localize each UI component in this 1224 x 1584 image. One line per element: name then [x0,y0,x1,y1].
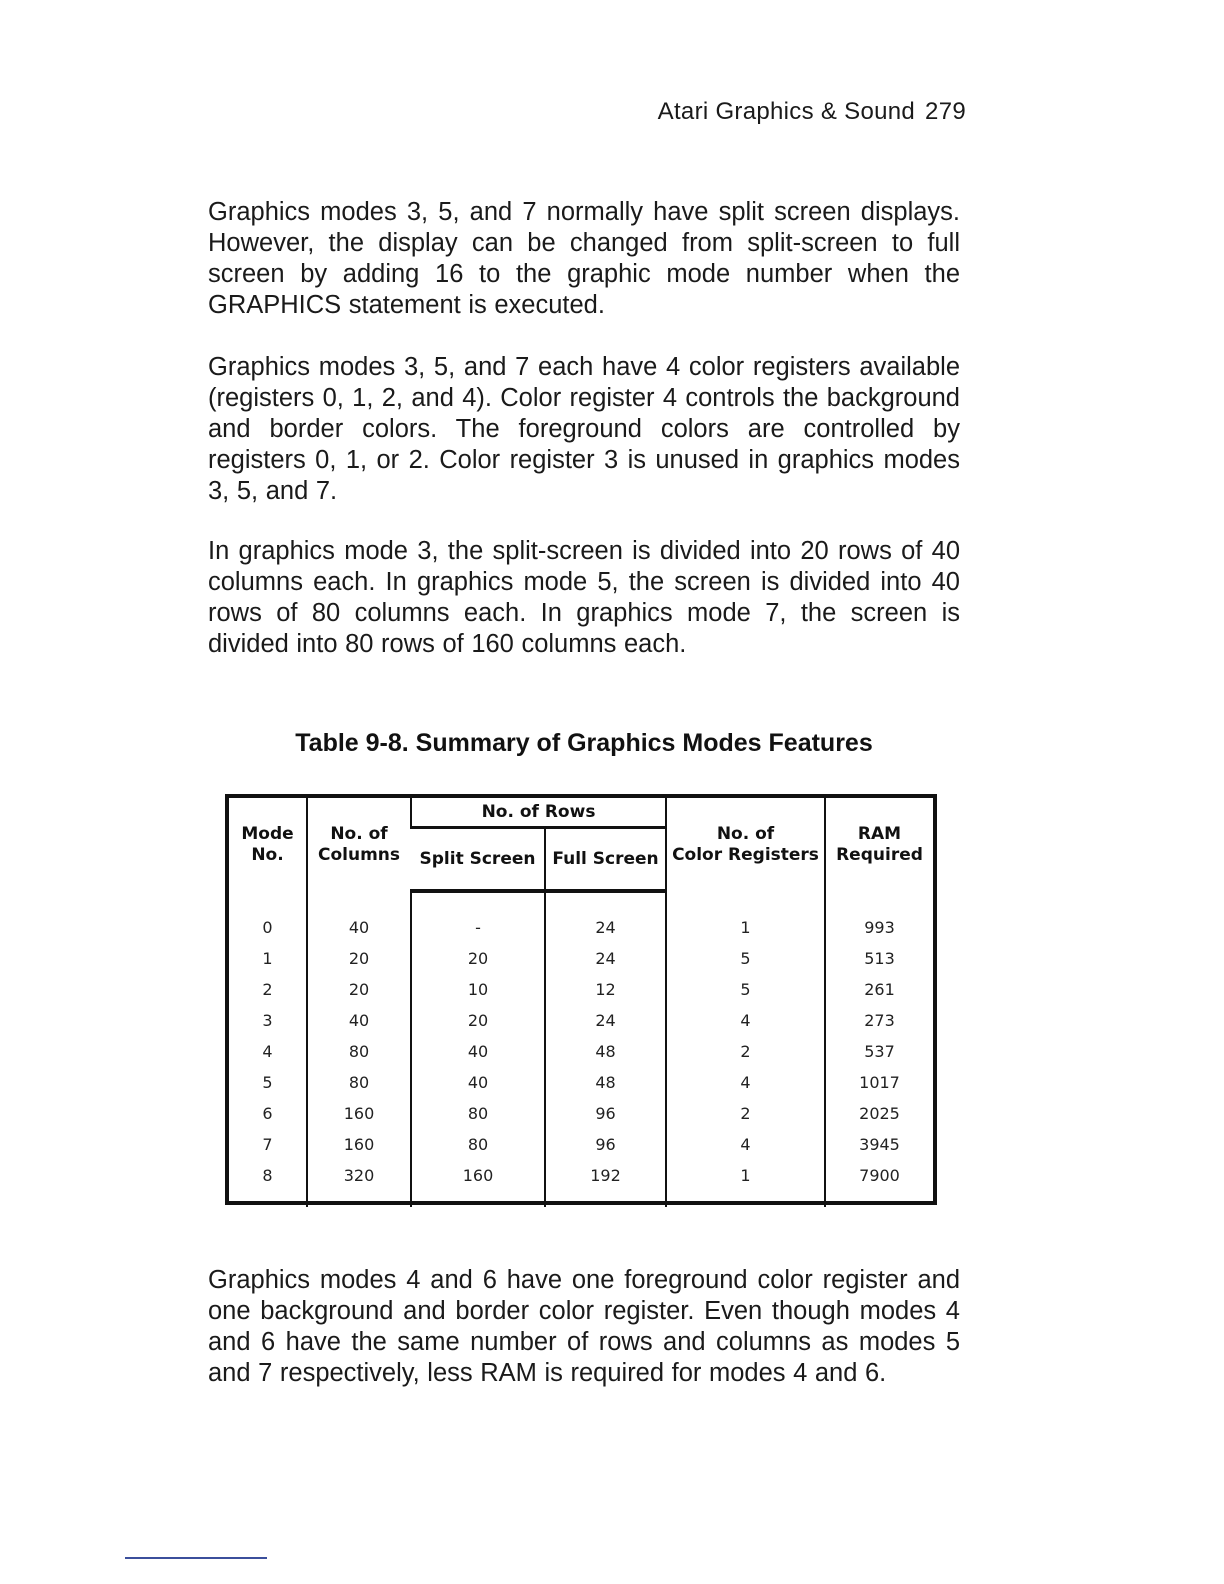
page-number: 279 [925,98,966,125]
cell-full-screen: 96 [545,1129,666,1160]
paragraph-screen-division: In graphics mode 3, the split-screen is divided into 20 rows of 40 columns each. In graphics mode 5, the screen is divided into 40 rows of 80 columns each. In graphics mode 7, the screen is divided into 80 rows of 160 columns each. [208,537,960,658]
paragraph-color-registers: Graphics modes 3, 5, and 7 each have 4 color registers available (registers 0, 1, 2, and 4). Color register 4 controls the background and border colors. The foreground colors are controlled by registers 0, 1, or 2. Color register 3 is unused in graphics modes 3, 5, and 7. [208,353,960,505]
paragraph-split-screen: Graphics modes 3, 5, and 7 normally have split screen displays. However, the display can be changed from split-screen to full screen by adding 16 to the graphic mode number when the GRAPHICS statement is executed. [208,198,960,319]
cell-full-screen: 192 [545,1160,666,1191]
cell-mode: 4 [262,1042,273,1061]
cell-ram: 261 [825,974,933,1005]
cell-ram: 3945 [825,1129,933,1160]
cell-split-screen: 10 [411,974,545,1005]
paragraph-modes-4-and-6: Graphics modes 4 and 6 have one foreground color register and one background and border color register. Even though modes 4 and 6 have the same number of rows and columns as modes 5 and 7 respectively, less RAM is required for modes 4 and 6. [208,1266,960,1387]
cell-full-screen: 48 [545,1036,666,1067]
header-ram [825,798,933,891]
cell-ram: 273 [825,1005,933,1036]
cell-full-screen: 24 [545,1005,666,1036]
table-row [229,1036,933,1067]
cell-full-screen: 48 [545,1067,666,1098]
cell-color-registers: 2 [666,1098,825,1129]
header-registers-line1: No. of [716,823,775,844]
footnote-rule [125,1557,267,1559]
header-ram-line2: Required [836,844,923,865]
table-row [229,974,933,1005]
cell-color-registers: 2 [666,1036,825,1067]
cell-mode: 1 [262,949,273,968]
cell-split-screen: 20 [411,1005,545,1036]
table-row [229,912,933,943]
cell-columns: 80 [307,1036,411,1067]
cell-color-registers: 5 [666,974,825,1005]
cell-mode: 6 [262,1104,273,1123]
cell-columns: 20 [307,974,411,1005]
header-columns-line1: No. of [330,823,388,844]
cell-ram: 993 [825,912,933,943]
header-columns-line2: Columns [317,844,401,865]
graphics-modes-table [225,794,937,1205]
cell-ram: 537 [825,1036,933,1067]
header-full-screen: Full Screen [545,828,666,892]
cell-mode: 5 [262,1073,273,1092]
table-row [229,1129,933,1160]
cell-split-screen: 160 [411,1160,545,1191]
header-columns [307,798,411,891]
cell-full-screen: 24 [545,912,666,943]
cell-split-screen: 80 [411,1098,545,1129]
cell-mode: 3 [262,1011,273,1030]
cell-ram: 2025 [825,1098,933,1129]
header-mode [229,798,307,891]
cell-split-screen: - [411,912,545,943]
cell-full-screen: 12 [545,974,666,1005]
header-color-registers [666,798,825,891]
header-split-screen: Split Screen [411,828,545,892]
cell-color-registers: 5 [666,943,825,974]
header-ram-line1: RAM [857,823,902,844]
table-body [229,891,933,1207]
table-row [229,1067,933,1098]
cell-full-screen: 24 [545,943,666,974]
cell-columns: 20 [307,943,411,974]
table-row [229,1005,933,1036]
cell-columns: 160 [307,1098,411,1129]
cell-columns: 160 [307,1129,411,1160]
header-mode-line1: Mode [241,823,294,844]
cell-color-registers: 4 [666,1129,825,1160]
cell-color-registers: 4 [666,1005,825,1036]
table-title: Table 9-8. Summary of Graphics Modes Features [295,729,873,757]
header-mode-line2: No. [251,844,284,865]
running-title: Atari Graphics & Sound [657,98,916,125]
cell-columns: 40 [307,912,411,943]
cell-ram: 513 [825,943,933,974]
cell-mode: 7 [262,1135,273,1154]
table-row [229,1160,933,1191]
cell-split-screen: 20 [411,943,545,974]
cell-split-screen: 40 [411,1067,545,1098]
cell-mode: 0 [262,918,273,937]
cell-split-screen: 40 [411,1036,545,1067]
cell-columns: 320 [307,1160,411,1191]
cell-split-screen: 80 [411,1129,545,1160]
table-row [229,943,933,974]
cell-ram: 7900 [825,1160,933,1191]
cell-ram: 1017 [825,1067,933,1098]
header-rows-group: No. of Rows [411,798,666,828]
cell-columns: 80 [307,1067,411,1098]
cell-color-registers: 4 [666,1067,825,1098]
cell-full-screen: 96 [545,1098,666,1129]
header-registers-line2: Color Registers [672,844,819,865]
cell-color-registers: 1 [666,912,825,943]
cell-mode: 2 [262,980,273,999]
running-head [658,98,966,126]
table-row [229,1098,933,1129]
cell-mode: 8 [262,1166,273,1185]
cell-columns: 40 [307,1005,411,1036]
cell-color-registers: 1 [666,1160,825,1191]
